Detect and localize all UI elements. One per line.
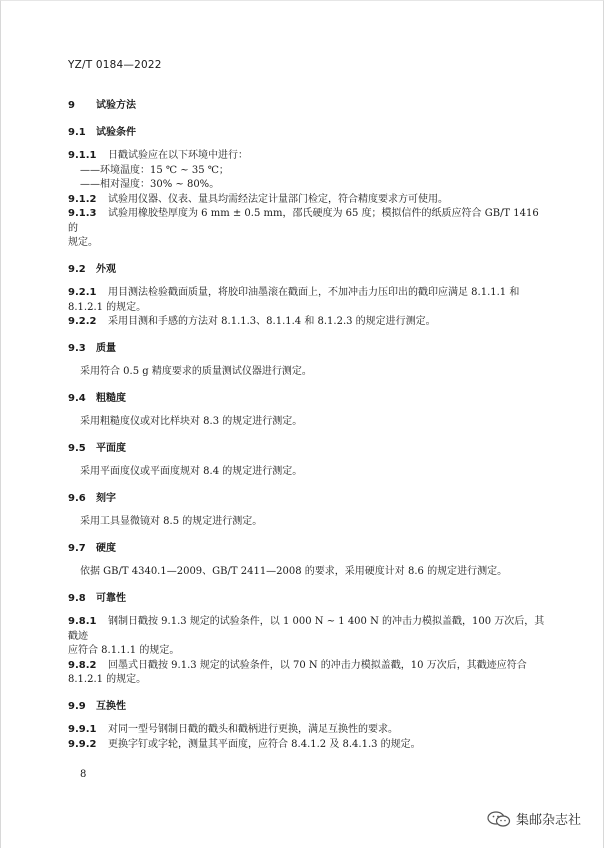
section-number: 9 <box>68 100 75 111</box>
subsection-heading-9-8 <box>68 592 548 607</box>
subsection-number: 9.4 <box>68 392 86 404</box>
subsection-heading-9-2 <box>68 263 548 278</box>
subsection-heading-9-3 <box>68 342 548 357</box>
clause-9-1-3: 9.1.3 试验用橡胶垫厚度为 6 mm ± 0.5 mm，邵氏硬度为 65 度；模拟信件的纸质应符合 GB/T 1416 的 <box>68 208 539 234</box>
subsection-number: 9.8 <box>68 592 86 604</box>
clause-9-1-1: 9.1.1 日戳试验应在以下环境中进行： <box>68 150 248 161</box>
subsection-title: 可靠性 <box>96 592 126 604</box>
subsection-number: 9.2 <box>68 263 86 275</box>
subsection-heading-9-4 <box>68 392 548 407</box>
clause-continuation: 规定。 <box>68 237 98 248</box>
subsection-number: 9.7 <box>68 542 86 554</box>
page-number: 8 <box>80 769 87 780</box>
subsection-title: 硬度 <box>96 542 116 554</box>
subsection-heading-9-6 <box>68 492 548 507</box>
subsection-heading-9-1 <box>68 126 548 141</box>
document-body <box>68 99 548 752</box>
standard-code: YZ/T 0184—2022 <box>68 59 162 71</box>
clause-continuation: 8.1.2.1 的规定。 <box>68 301 147 313</box>
clause-9-2-1: 9.2.1 用目测法检验戳面质量，将胶印油墨滚在戳面上，不加冲击力压印出的戳印应满足 8.1.1.1 和 <box>68 287 520 298</box>
list-item: ——相对湿度：30% ~ 80%。 <box>80 179 220 190</box>
subsection-title: 粗糙度 <box>96 392 126 404</box>
subsection-title: 质量 <box>96 342 116 354</box>
subsection-title: 刻字 <box>96 492 116 504</box>
paragraph: 依据 GB/T 4340.1—2009、GB/T 2411—2008 的要求，采用硬度计对 8.6 的规定进行测定。 <box>80 566 508 577</box>
wechat-icon <box>487 811 511 827</box>
clause-continuation: 应符合 8.1.1.1 的规定。 <box>68 645 180 656</box>
section-title: 试验方法 <box>96 100 136 111</box>
paragraph: 采用工具显微镜对 8.5 的规定进行测定。 <box>80 516 263 527</box>
clause-9-9-1: 9.9.1 对同一型号钢制日戳的戳头和戳柄进行更换，满足互换性的要求。 <box>68 724 398 735</box>
watermark <box>487 809 581 828</box>
clause-9-8-1: 9.8.1 钢制日戳按 9.1.3 规定的试验条件，以 1 000 N ~ 1 400 N 的冲击力模拟盖戳，100 万次后，其戳迹 <box>68 616 545 642</box>
section-heading <box>68 99 548 114</box>
subsection-number: 9.9 <box>68 700 86 712</box>
paragraph: 采用粗糙度仪或对比样块对 8.3 的规定进行测定。 <box>80 416 303 427</box>
paragraph: 采用符合 0.5 g 精度要求的质量测试仪器进行测定。 <box>80 366 312 377</box>
subsection-title: 互换性 <box>96 700 126 712</box>
clause-9-9-2: 9.9.2 更换字钉或字轮，测量其平面度，应符合 8.4.1.2 及 8.4.1.3 的规定。 <box>68 738 421 750</box>
subsection-heading-9-9 <box>68 700 548 715</box>
subsection-number: 9.3 <box>68 342 86 354</box>
paragraph: 采用平面度仪或平面度规对 8.4 的规定进行测定。 <box>80 466 303 477</box>
subsection-heading-9-7 <box>68 542 548 557</box>
subsection-title: 平面度 <box>96 442 126 454</box>
watermark-label: 集邮杂志社 <box>515 813 581 828</box>
subsection-title: 外观 <box>96 263 116 275</box>
subsection-title: 试验条件 <box>96 126 136 138</box>
subsection-heading-9-5 <box>68 442 548 457</box>
clause-9-8-2: 9.8.2 回墨式日戳按 9.1.3 规定的试验条件，以 70 N 的冲击力模拟盖戳，10 万次后，其戳迹应符合 <box>68 659 527 671</box>
clause-continuation: 8.1.2.1 的规定。 <box>68 674 147 685</box>
clause-9-1-2: 9.1.2 试验用仪器、仪表、量具均需经法定计量部门检定，符合精度要求方可使用。 <box>68 193 448 205</box>
list-item: ——环境温度：15 ℃ ~ 35 ℃； <box>80 164 229 176</box>
subsection-number: 9.1 <box>68 126 86 138</box>
clause-9-2-2: 9.2.2 采用目测和手感的方法对 8.1.1.3、8.1.1.4 和 8.1.2.3 的规定进行测定。 <box>68 316 436 327</box>
subsection-number: 9.6 <box>68 492 86 504</box>
subsection-number: 9.5 <box>68 442 86 454</box>
